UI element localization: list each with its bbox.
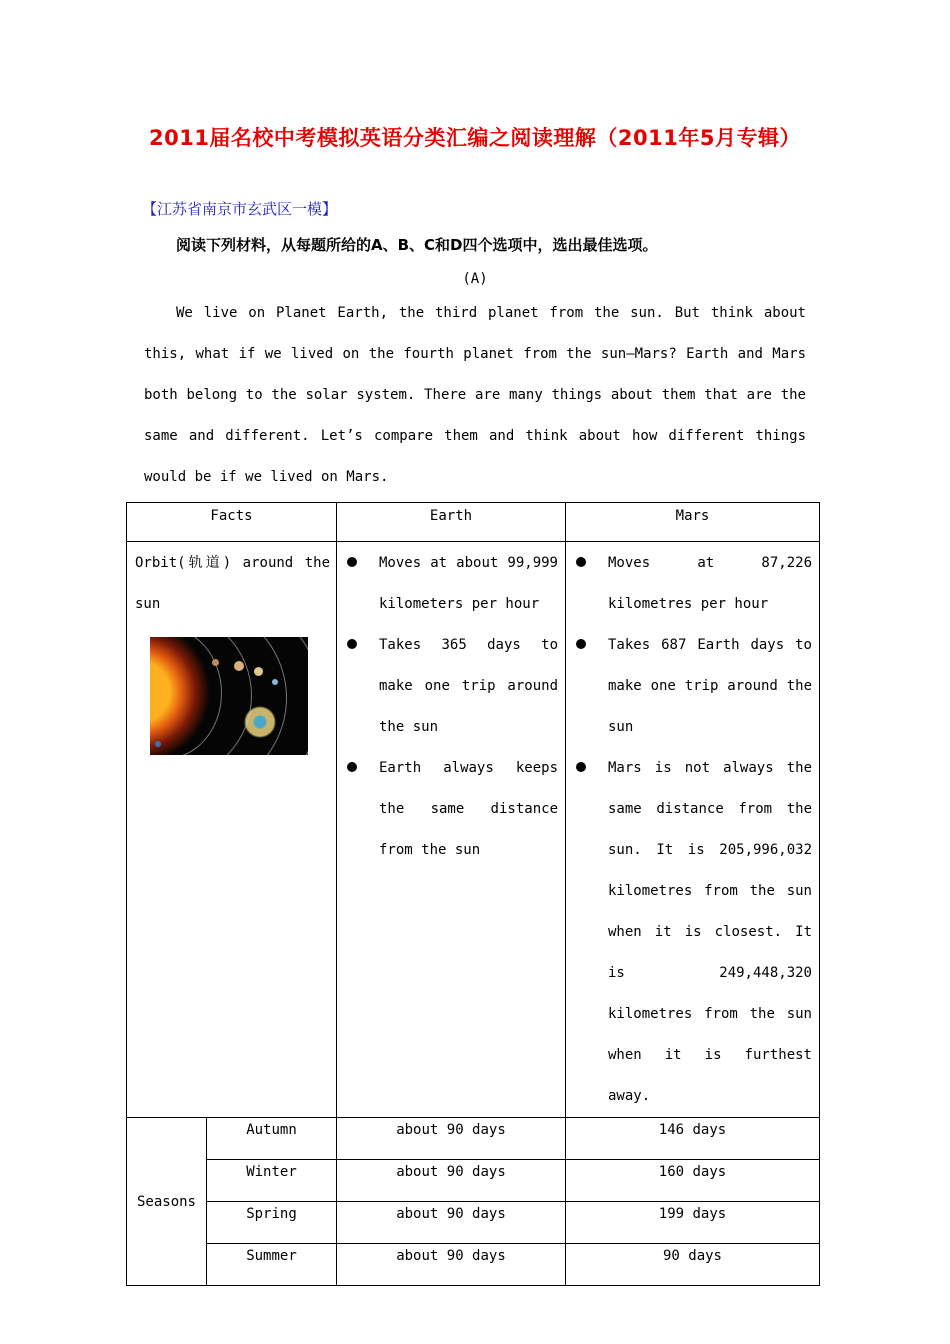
header-earth: Earth: [337, 503, 566, 542]
table-row: [127, 1202, 820, 1244]
passage-line-5: would be if we lived on Mars.: [144, 469, 389, 485]
season-mars: 160 days: [566, 1160, 820, 1202]
bullet-icon: [576, 557, 586, 567]
season-earth: about 90 days: [337, 1244, 566, 1286]
mars-point-3: Mars is not always the same distance from the sun. It is 205,996,032 kilometres from the sun when it is closest. It is 249,448,320 kilometres from the sun when it is furthest away.: [566, 748, 812, 1117]
earth-point-1: Moves at about 99,999 kilometers per hour: [337, 543, 558, 625]
season-earth: about 90 days: [337, 1118, 566, 1160]
mars-point-2: Takes 687 Earth days to make one trip around the sun: [566, 625, 812, 748]
season-mars: 199 days: [566, 1202, 820, 1244]
season-earth: about 90 days: [337, 1202, 566, 1244]
source-label: 【江苏省南京市玄武区一模】: [142, 200, 338, 218]
season-earth: about 90 days: [337, 1160, 566, 1202]
bullet-icon: [576, 762, 586, 772]
season-name: Summer: [207, 1244, 337, 1286]
season-name: Spring: [207, 1202, 337, 1244]
mars-point-1: Moves at 87,226 kilometres per hour: [566, 543, 812, 625]
season-mars: 90 days: [566, 1244, 820, 1286]
bullet-icon: [347, 557, 357, 567]
header-facts: Facts: [127, 503, 337, 542]
passage-line-3: both belong to the solar system. There are many things about them that are the: [144, 387, 806, 403]
section-label: (A): [462, 271, 488, 287]
document-title: 2011届名校中考模拟英语分类汇编之阅读理解（2011年5月专辑）: [148, 126, 801, 150]
earth-orbit-cell: [337, 542, 566, 1118]
solar-system-image: [150, 637, 308, 755]
table-row: [127, 1244, 820, 1286]
bullet-icon: [347, 639, 357, 649]
bullet-icon: [576, 639, 586, 649]
mars-orbit-cell: [566, 542, 820, 1118]
earth-point-3: Earth always keeps the same distance from the sun: [337, 748, 558, 871]
instruction-text: 阅读下列材料，从每题所给的A、B、C和D四个选项中，选出最佳选项。: [176, 236, 658, 254]
passage-line-4: same and different. Let’s compare them and think about how different things: [144, 428, 806, 444]
bullet-icon: [347, 762, 357, 772]
season-name: Autumn: [207, 1118, 337, 1160]
seasons-label: Seasons: [127, 1118, 207, 1286]
orbit-row: [127, 542, 820, 1118]
table-row: [127, 1118, 820, 1160]
passage-line-2: this, what if we lived on the fourth planet from the sun—Mars? Earth and Mars: [144, 346, 806, 362]
earth-point-2: Takes 365 days to make one trip around the sun: [337, 625, 558, 748]
table-header-row: [127, 503, 820, 542]
orbit-label: Orbit(轨道) around the sun: [135, 555, 330, 612]
comparison-table: [126, 502, 820, 1286]
season-mars: 146 days: [566, 1118, 820, 1160]
header-mars: Mars: [566, 503, 820, 542]
orbit-facts-cell: [127, 542, 337, 1118]
table-row: [127, 1160, 820, 1202]
season-name: Winter: [207, 1160, 337, 1202]
passage-line-1: We live on Planet Earth, the third planet from the sun. But think about: [176, 305, 806, 321]
